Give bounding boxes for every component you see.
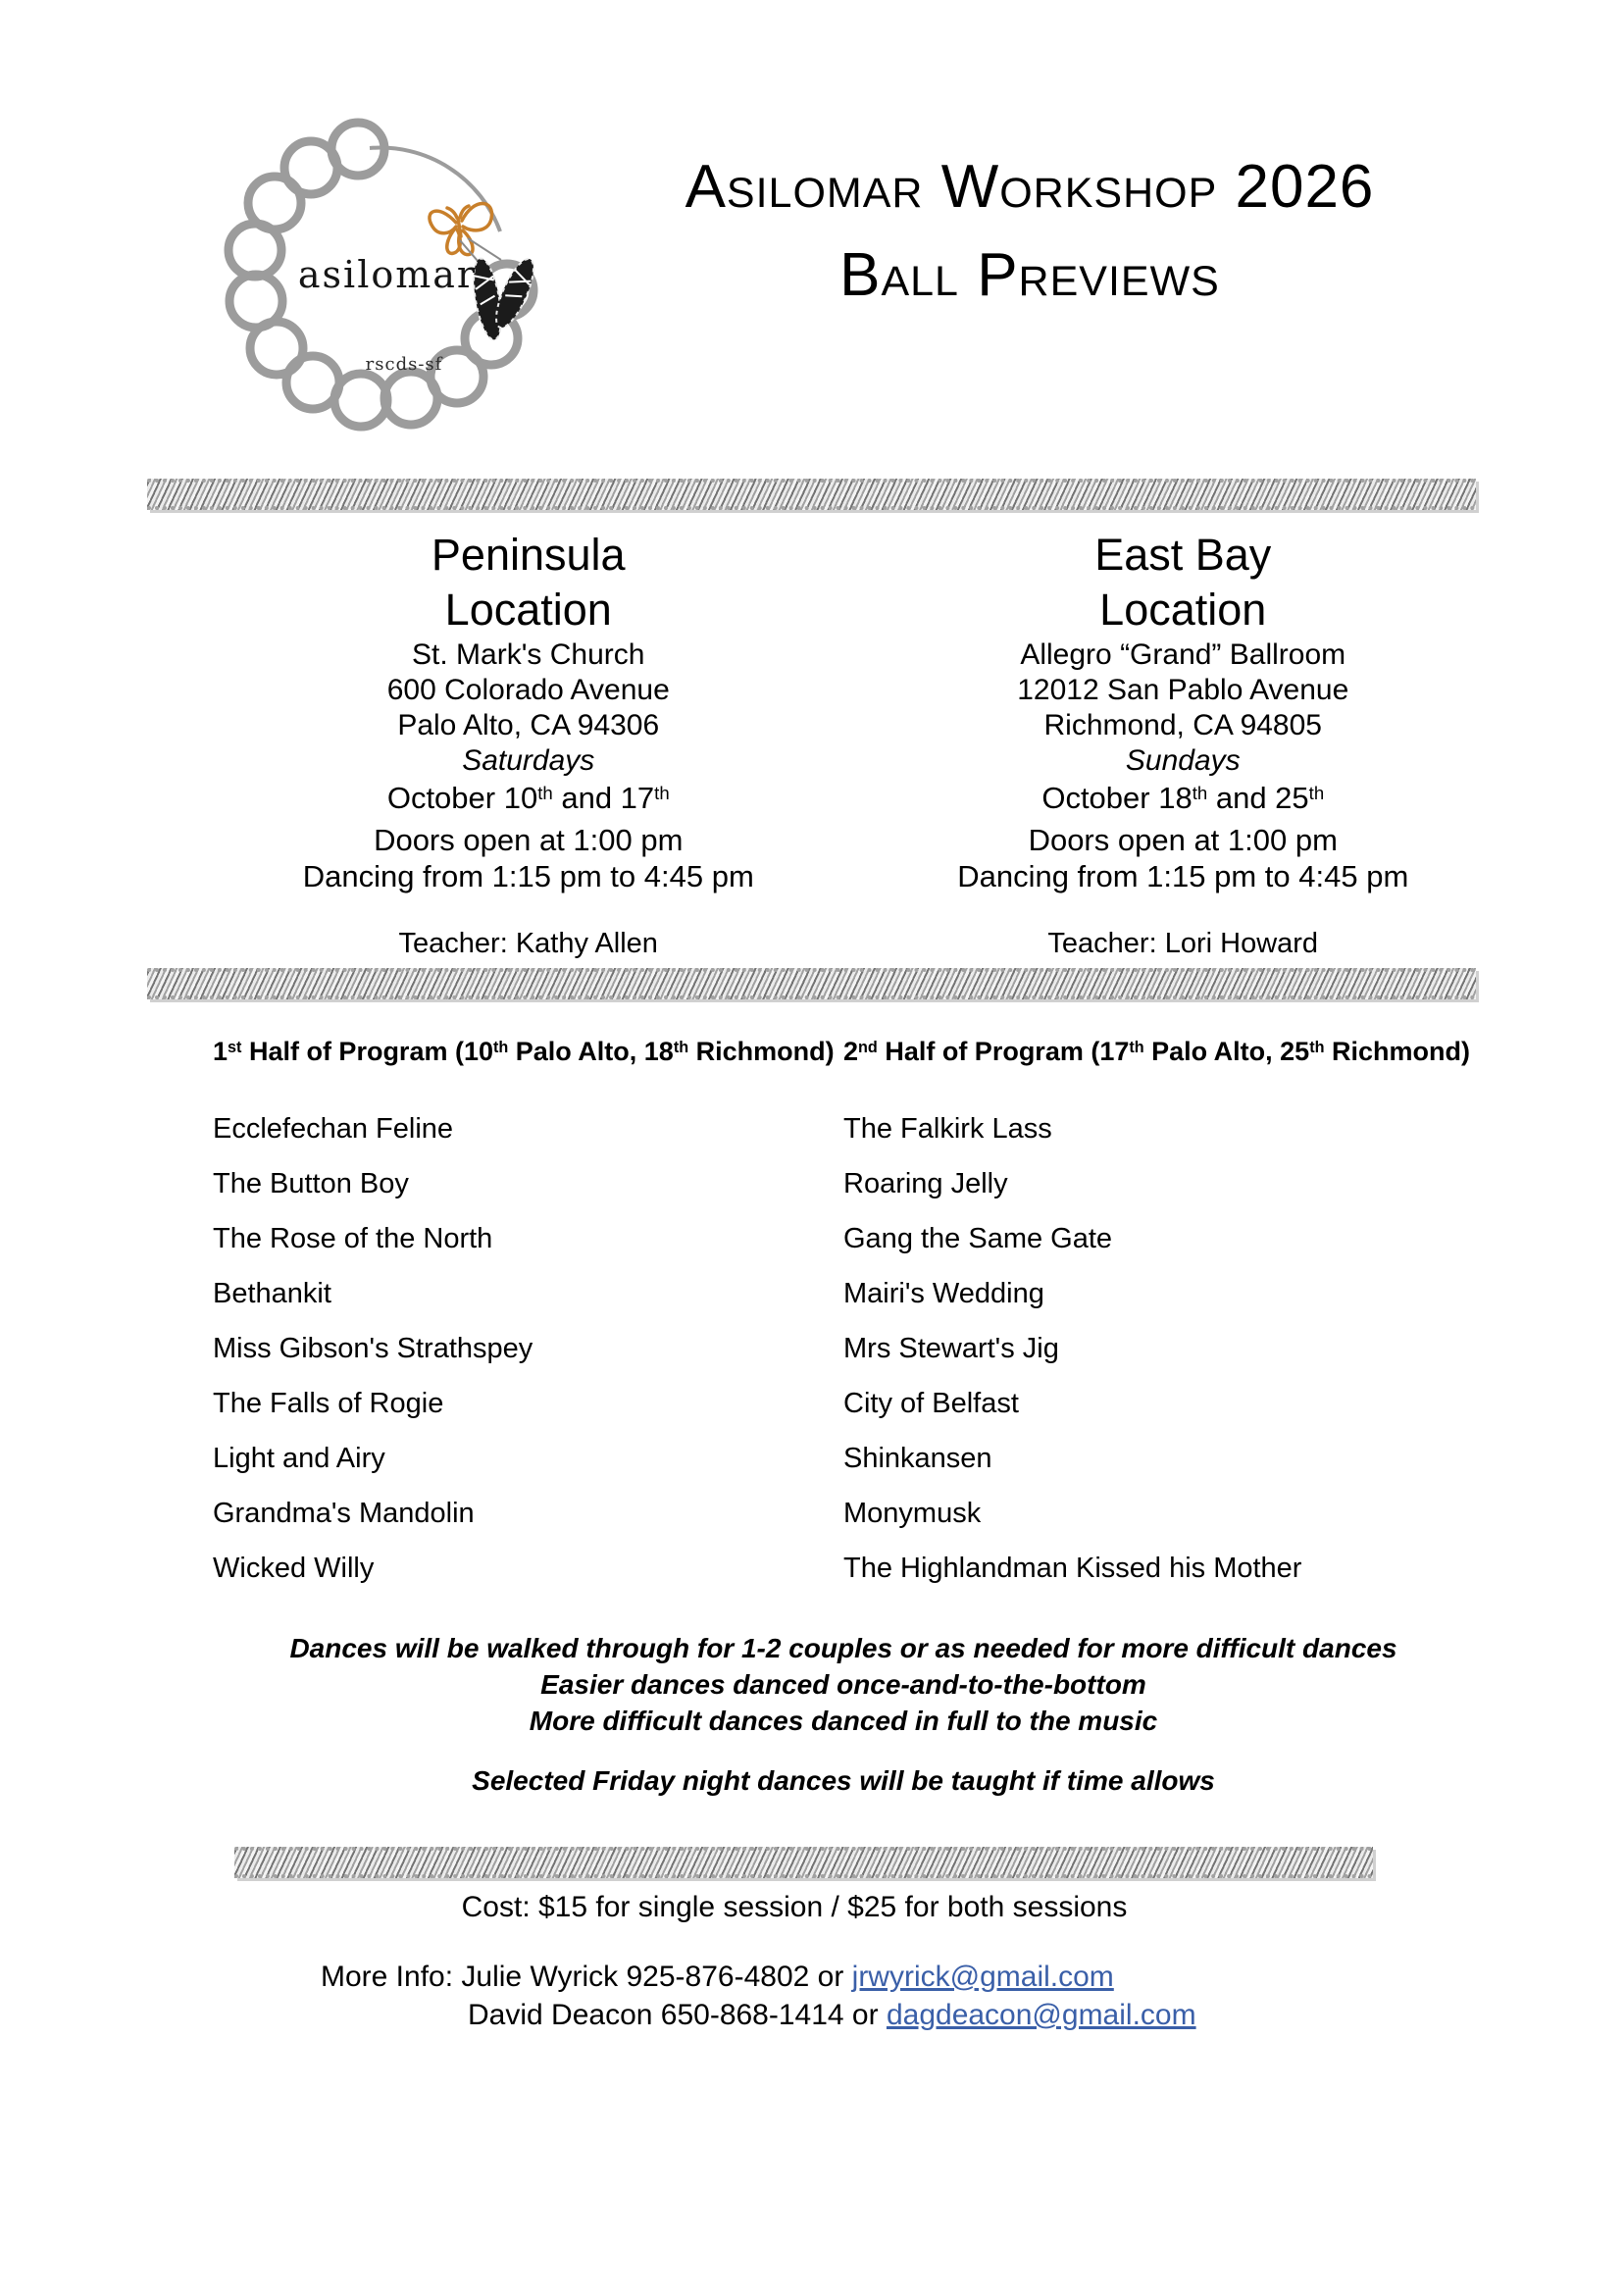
locations-section [201,528,1510,961]
header-text: Richmond) [688,1037,835,1066]
header-text: Richmond) [1324,1037,1470,1066]
location-name-line2: Location [1099,585,1267,635]
dates-text: and 17 [552,781,655,815]
notes [186,1630,1500,1799]
dance-item: Light and Airy [213,1443,385,1474]
dance-item: Mairi's Wedding [843,1278,1044,1309]
dance-item: Shinkansen [843,1443,992,1474]
page-title: Asilomar Workshop 2026 [685,153,1375,221]
knot-divider-middle [147,968,1476,999]
more-info-label: More Info: [321,1961,462,1993]
dance-item: Roaring Jelly [843,1168,1008,1199]
city-state: Richmond, CA 94805 [1043,709,1322,741]
doors-open: Doors open at 1:00 pm [374,823,684,857]
logo-org-text: rscds-sf [365,354,443,375]
header-text: Half of Program (17 [877,1037,1130,1066]
dates [856,779,1511,822]
location-name-line1: Peninsula [431,530,626,580]
knot-divider-bottom [234,1847,1373,1878]
dates [201,779,856,822]
email-link-1[interactable]: jrwyrick@gmail.com [851,1961,1114,1993]
ordinal-suffix: th [1308,782,1325,803]
dates-text: October 18 [1041,781,1193,815]
dance-item: Ecclefechan Feline [213,1113,454,1145]
day-of-week: Saturdays [462,744,595,777]
venue: St. Mark's Church [412,638,645,671]
header-text: 2 [843,1037,859,1066]
email-link-2[interactable]: dagdeacon@gmail.com [886,1999,1196,2031]
city-state: Palo Alto, CA 94306 [397,709,660,741]
address: 12012 San Pablo Avenue [1017,674,1349,706]
teacher: Teacher: Kathy Allen [398,928,658,959]
logo-wordmark: asilomar [297,253,478,296]
program-header [843,1036,1481,1071]
dance-item: The Rose of the North [213,1223,493,1254]
location-name-line2: Location [444,585,612,635]
contact-2-text: David Deacon 650-868-1414 or [468,1999,887,2031]
dates-text: and 25 [1207,781,1309,815]
location-name [201,528,856,637]
ordinal-suffix: th [537,782,553,803]
ordinal-suffix: th [1129,1038,1144,1056]
header-text: Palo Alto, 25 [1143,1037,1310,1066]
dance-item: The Falls of Rogie [213,1388,444,1419]
dance-item: Gang the Same Gate [843,1223,1113,1254]
ordinal-suffix: st [228,1038,242,1056]
header-text: 1 [213,1037,228,1066]
program-first-half [213,1036,850,1609]
dance-item: The Falkirk Lass [843,1113,1052,1145]
ordinal-suffix: th [654,782,670,803]
dance-item: Wicked Willy [213,1553,375,1584]
dance-item: Monymusk [843,1498,982,1529]
location-name [856,528,1511,637]
doors-open: Doors open at 1:00 pm [1028,823,1338,857]
dance-item: City of Belfast [843,1388,1019,1419]
ordinal-suffix: th [673,1038,689,1056]
venue: Allegro “Grand” Ballroom [1020,638,1346,671]
program-header [213,1036,850,1071]
asilomar-logo [201,103,564,436]
contact-1-text: Julie Wyrick 925-876-4802 or [461,1961,852,1993]
dance-item: Grandma's Mandolin [213,1498,475,1529]
location-eastbay [856,528,1511,961]
contact-info [321,1958,1196,2034]
contact-line-2 [468,1996,1196,2034]
location-peninsula [201,528,856,961]
location-name-line1: East Bay [1094,530,1272,580]
cost-line: Cost: $15 for single session / $25 for both sessions [461,1891,1128,1923]
contact-line-1 [321,1958,1196,1996]
address: 600 Colorado Avenue [386,674,670,706]
note-line-1: Dances will be walked through for 1-2 couples or as needed for more difficult dances [289,1633,1397,1663]
asilomar-logo-graphic [201,103,564,436]
note-line-2: Easier dances danced once-and-to-the-bottom [540,1669,1146,1700]
note-line-4: Selected Friday night dances will be taught if time allows [472,1765,1215,1796]
ordinal-suffix: th [1192,782,1208,803]
header-text: Palo Alto, 18 [508,1037,674,1066]
dance-item: The Button Boy [213,1168,409,1199]
dancing-times: Dancing from 1:15 pm to 4:45 pm [302,859,754,893]
dance-item: The Highlandman Kissed his Mother [843,1553,1302,1584]
dance-item: Miss Gibson's Strathspey [213,1333,533,1364]
program-second-half [843,1036,1481,1609]
ordinal-suffix: th [493,1038,509,1056]
dance-item: Mrs Stewart's Jig [843,1333,1059,1364]
dancing-times: Dancing from 1:15 pm to 4:45 pm [957,859,1409,893]
ordinal-suffix: nd [858,1038,878,1056]
note-line-3: More difficult dances danced in full to the music [529,1706,1158,1736]
knot-divider-top [147,479,1476,510]
dance-item: Bethankit [213,1278,331,1309]
teacher: Teacher: Lori Howard [1047,928,1319,959]
ordinal-suffix: th [1309,1038,1325,1056]
page-subtitle: Ball Previews [839,241,1220,309]
day-of-week: Sundays [1125,744,1241,777]
dates-text: October 10 [386,781,538,815]
header-text: Half of Program (10 [241,1037,493,1066]
title-block [579,153,1481,309]
